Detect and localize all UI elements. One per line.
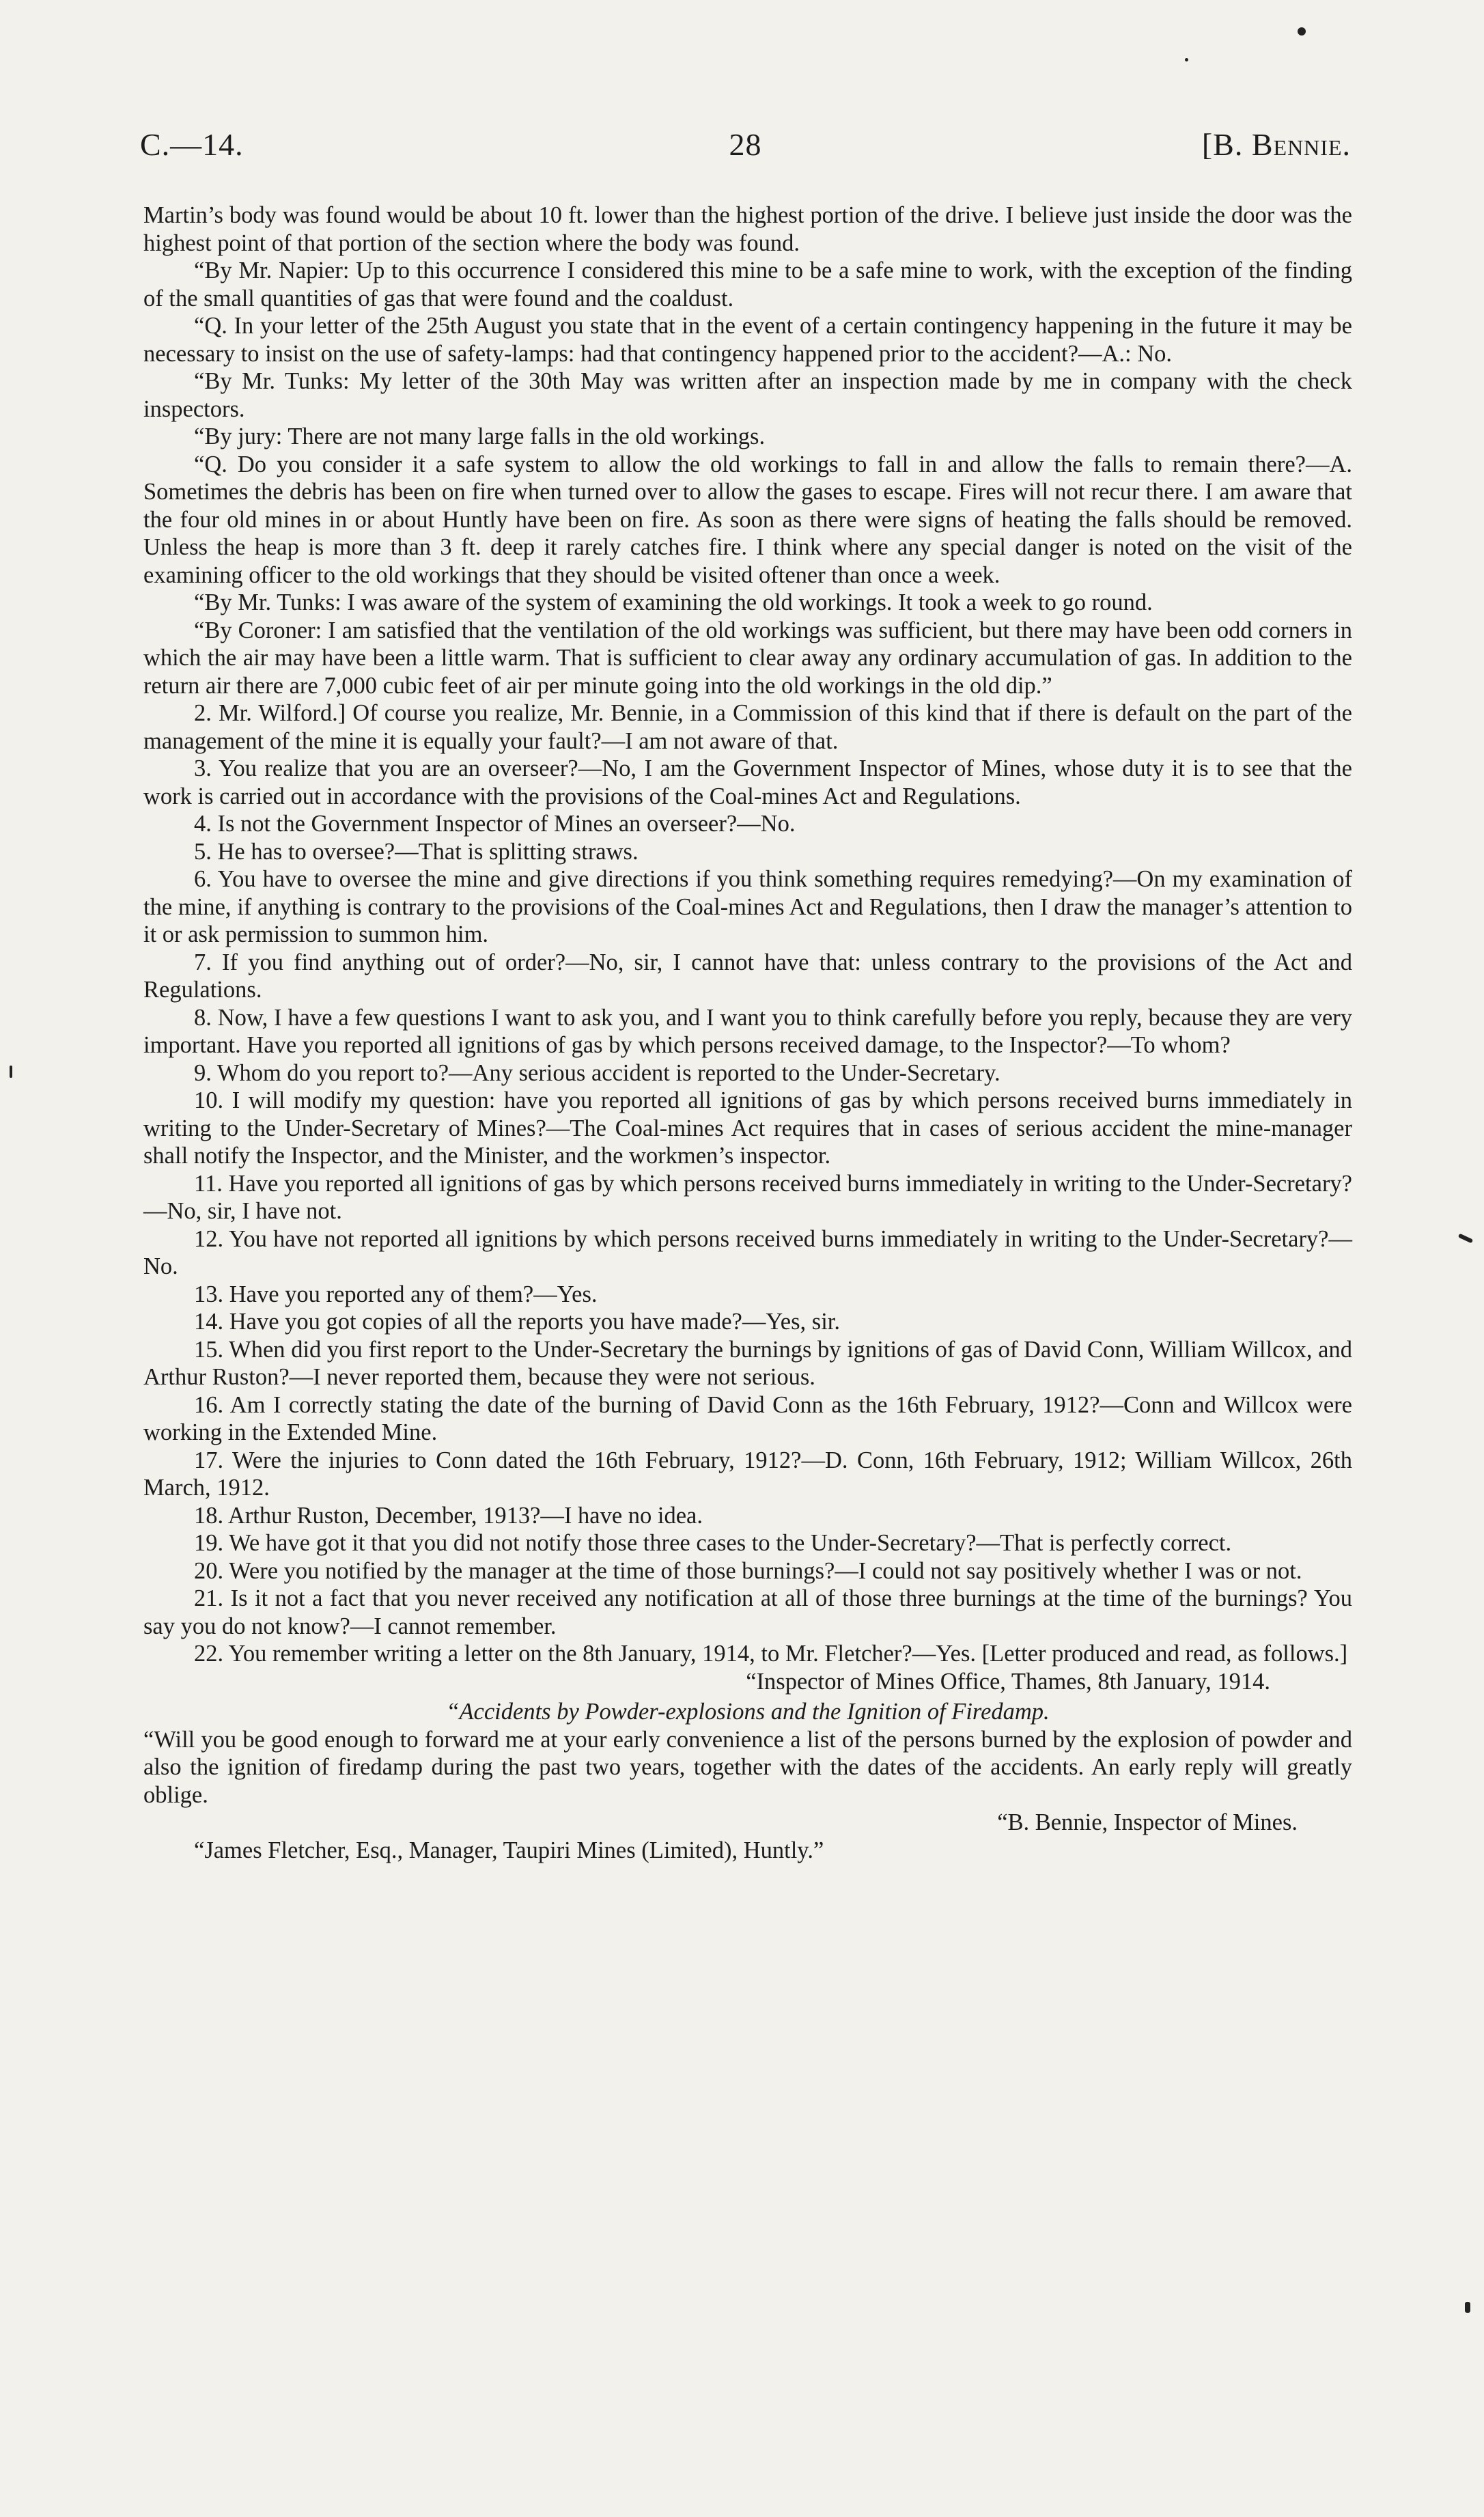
paragraph: “By jury: There are not many large falls in the old workings. (194, 423, 766, 449)
page-body (143, 201, 1352, 1864)
paragraph: 10. I will modify my question: have you reported all ignitions of gas by which persons received burns immediately in writing to the Under-Secretary of Mines?—The Coal-mines Act requires that in cases of serious accident the mine-manager shall notify the Inspector, and the Minister, and the workmen’s inspector. (143, 1087, 1352, 1169)
report-reference: C.—14. (140, 127, 244, 162)
paragraph: 7. If you find anything out of order?—No, sir, I cannot have that: unless contrary to the provisions of the Act and Regulations. (143, 949, 1352, 1003)
paragraph: 4. Is not the Government Inspector of Mines an overseer?—No. (194, 811, 796, 837)
letter-address: “James Fletcher, Esq., Manager, Taupiri Mines (Limited), Huntly.” (194, 1837, 824, 1863)
paragraph: 8. Now, I have a few questions I want to ask you, and I want you to think carefully before you reply, because they are very important. Have you reported all ignitions of gas by which persons received damage, to the Inspector?—To whom? (143, 1004, 1352, 1058)
scan-speck-mark (1465, 2302, 1470, 2313)
paragraph: “By Mr. Tunks: I was aware of the system of examining the old workings. It took a week to go round. (194, 589, 1153, 615)
witness-name: [B. Bennie. (1201, 127, 1351, 162)
paragraph: 9. Whom do you report to?—Any serious accident is reported to the Under-Secretary. (194, 1059, 1000, 1086)
scan-speck-mark (1185, 58, 1188, 61)
letter-date-line: “Inspector of Mines Office, Thames, 8th January, 1914. (746, 1668, 1270, 1695)
scan-speck-mark (1458, 1234, 1473, 1244)
paragraph: 20. Were you notified by the manager at the time of those burnings?—I could not say positively whether I was or not. (194, 1557, 1302, 1584)
paragraph: “Q. In your letter of the 25th August you state that in the event of a certain contingency happening in the future it may be necessary to insist on the use of safety-lamps: had that contingency happened prior to the accident?—A.: No. (143, 313, 1352, 367)
paragraph: 5. He has to oversee?—That is splitting straws. (194, 838, 639, 865)
letter-body: “Will you be good enough to forward me at your early convenience a list of the persons burned by the explosion of powder and also the ignition of firedamp during the past two years, together with the dates of the accidents. An early reply will greatly oblige. (143, 1726, 1352, 1808)
paragraph: 11. Have you reported all ignitions of gas by which persons received burns immediately in writing to the Under-Secretary?—No, sir, I have not. (143, 1170, 1352, 1224)
scan-speck-mark (10, 1066, 12, 1078)
paragraph: 14. Have you got copies of all the reports you have made?—Yes, sir. (194, 1309, 841, 1335)
paragraph: 18. Arthur Ruston, December, 1913?—I have no idea. (194, 1502, 703, 1529)
letter-heading: “Accidents by Powder-explosions and the Ignition of Firedamp. (446, 1699, 1050, 1725)
paragraph: “By Coroner: I am satisfied that the ventilation of the old workings was sufficient, but there may have been odd corners in which the air may have been a little warm. That is sufficient to clear away any ordinary accumulation of gas. In addition to the return air there are 7,000 cubic feet of air per minute going into the old workings in the old dip.” (143, 617, 1352, 699)
scan-speck-mark (1298, 27, 1306, 36)
paragraph: “By Mr. Tunks: My letter of the 30th May was written after an inspection made by me in company with the check inspectors. (143, 368, 1352, 422)
paragraph: 3. You realize that you are an overseer?—No, I am the Government Inspector of Mines, whose duty it is to see that the work is carried out in accordance with the provisions of the Coal-mines Act and Regulations. (143, 755, 1352, 809)
paragraph: 12. You have not reported all ignitions by which persons received burns immediately in writing to the Under-Secretary?—No. (143, 1225, 1352, 1279)
paragraph: 19. We have got it that you did not notify those three cases to the Under-Secretary?—That is perfectly correct. (194, 1530, 1232, 1556)
page-header (140, 126, 1351, 181)
paragraph: 6. You have to oversee the mine and give directions if you think something requires remedying?—On my examination of the mine, if anything is contrary to the provisions of the Coal-mines Act and Regulations, then I draw the manager’s attention to it or ask permission to summon him. (143, 866, 1352, 947)
paragraph: 21. Is it not a fact that you never received any notification at all of those three burnings at the time of the burnings? You say you do not know?—I cannot remember. (143, 1585, 1352, 1639)
paragraph: “Q. Do you consider it a safe system to allow the old workings to fall in and allow the falls to remain there?—A. Sometimes the debris has been on fire when turned over to allow the gases to escape. Fires will not recur there. I am aware that the four old mines in or about Huntly have been on fire. As soon as there were signs of heating the falls should be removed. Unless the heap is more than 3 ft. deep it rarely catches fire. I think where any special danger is noted on the visit of the examining officer to the old workings that they should be visited oftener than once a week. (143, 451, 1352, 588)
paragraph: Martin’s body was found would be about 10 ft. lower than the highest portion of the drive. I believe just inside the door was the highest point of that portion of the section where the body was found. (143, 202, 1352, 256)
paragraph: 17. Were the injuries to Conn dated the 16th February, 1912?—D. Conn, 16th February, 1912; William Willcox, 26th March, 1912. (143, 1447, 1352, 1501)
letter-signature: “B. Bennie, Inspector of Mines. (997, 1809, 1298, 1835)
paragraph: 22. You remember writing a letter on the 8th January, 1914, to Mr. Fletcher?—Yes. [Letter produced and read, as follows.] (194, 1641, 1348, 1667)
paragraph: 13. Have you reported any of them?—Yes. (194, 1281, 598, 1307)
paragraph: “By Mr. Napier: Up to this occurrence I considered this mine to be a safe mine to work, with the exception of the finding of the small quantities of gas that were found and the coaldust. (143, 258, 1352, 311)
paragraph: 16. Am I correctly stating the date of the burning of David Conn as the 16th February, 1912?—Conn and Willcox were working in the Extended Mine. (143, 1391, 1352, 1445)
page-number: 28 (729, 127, 762, 162)
paragraph: 15. When did you first report to the Under-Secretary the burnings by ignitions of gas of David Conn, William Willcox, and Arthur Ruston?—I never reported them, because they were not serious. (143, 1336, 1352, 1390)
paragraph: 2. Mr. Wilford.] Of course you realize, Mr. Bennie, in a Commission of this kind that if there is default on the part of the management of the mine it is equally your fault?—I am not aware of that. (143, 700, 1352, 754)
